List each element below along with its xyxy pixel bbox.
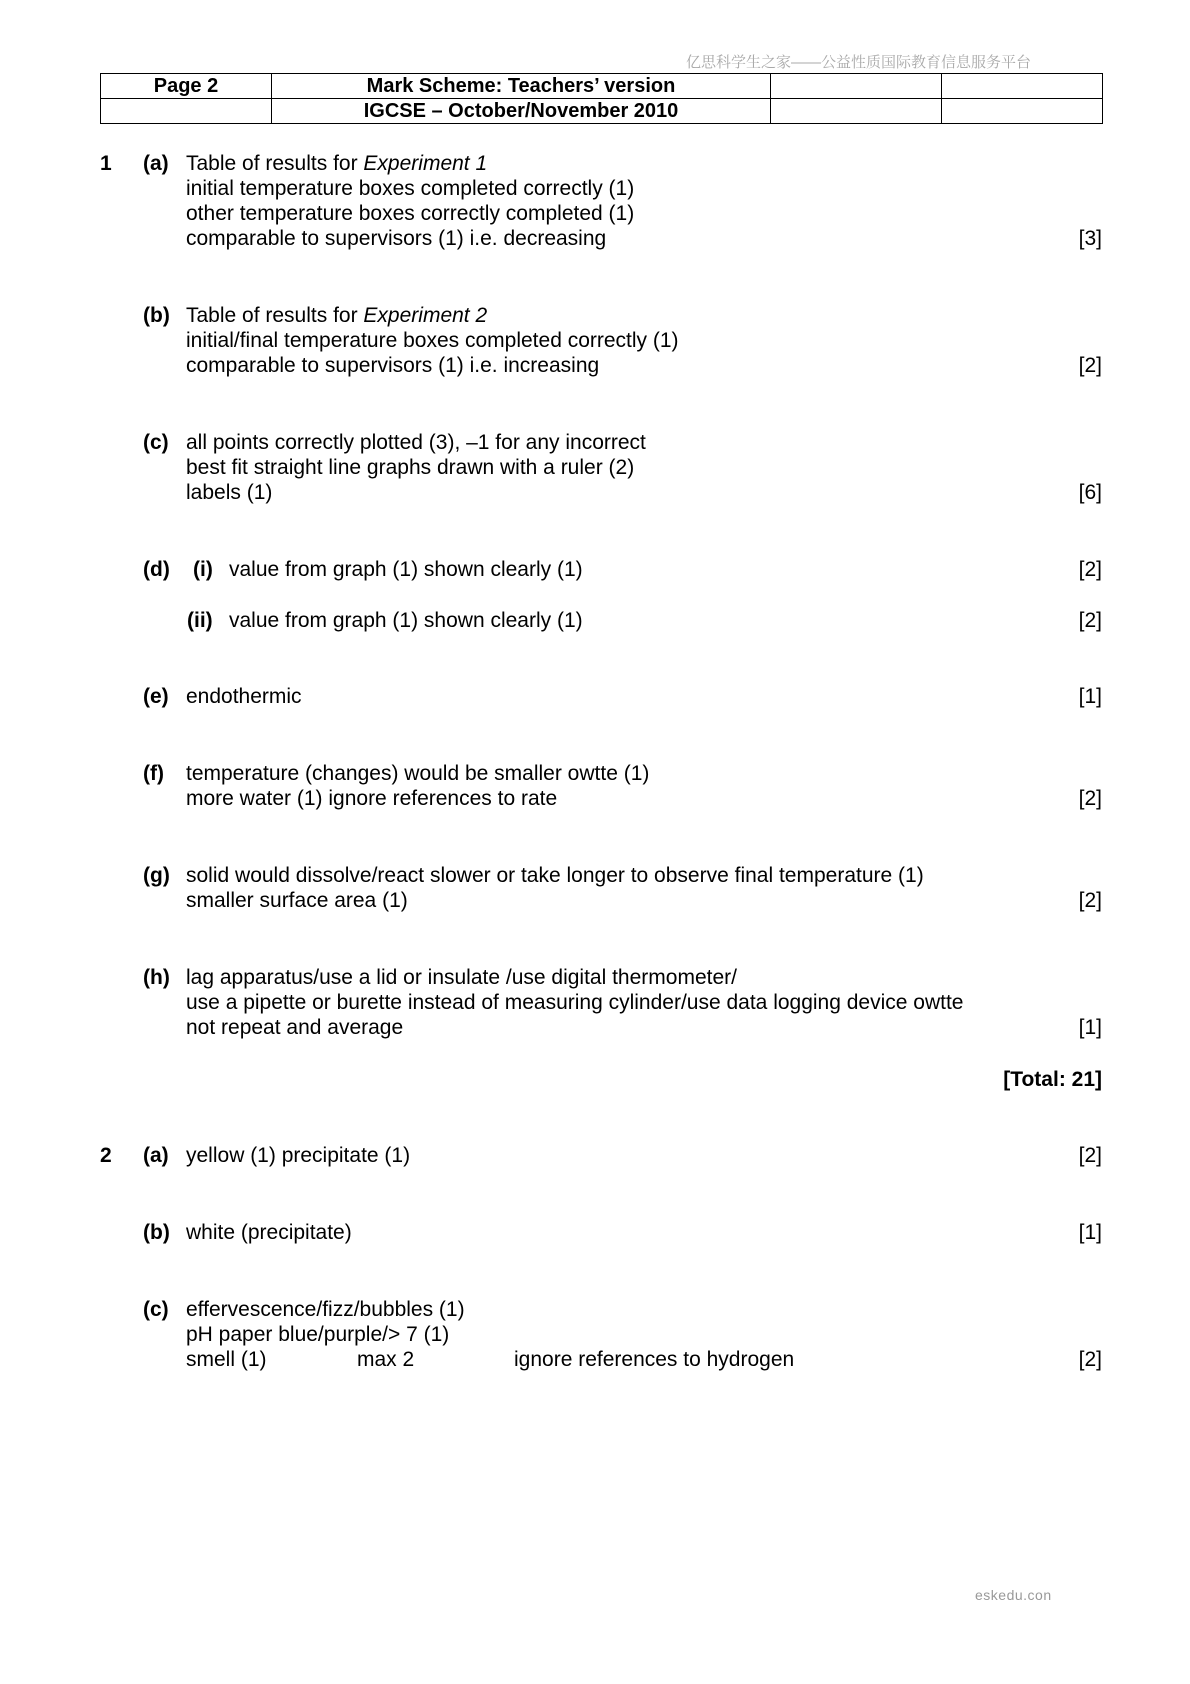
text-line: comparable to supervisors (1) i.e. increasing [186, 354, 600, 377]
text-line: pH paper blue/purple/> 7 (1) [186, 1323, 450, 1346]
mark-allocation: [2] [1078, 609, 1102, 632]
part-label: (g) [143, 864, 170, 887]
part-body: yellow (1) precipitate (1) [186, 1144, 411, 1167]
part-label: (d) [143, 558, 170, 581]
question-number: 2 [100, 1144, 112, 1167]
part-body [186, 303, 679, 378]
text-line: initial temperature boxes completed correctly (1) [186, 177, 635, 200]
text-line: solid would dissolve/react slower or take longer to observe final temperature (1) [186, 864, 924, 887]
header-empty-cell [942, 99, 1103, 124]
text-fragment: smell (1) [186, 1348, 267, 1371]
mark-allocation: [1] [1078, 1016, 1102, 1039]
text-line: smaller surface area (1) [186, 889, 408, 912]
part-label: (b) [143, 1221, 170, 1244]
part-body [186, 761, 649, 811]
mark-allocation: [1] [1078, 685, 1102, 708]
part-body: endothermic [186, 685, 302, 708]
header-subtitle: IGCSE – October/November 2010 [272, 99, 771, 124]
text-line: comparable to supervisors (1) i.e. decreasing [186, 227, 607, 250]
part-label: (b) [143, 304, 170, 327]
text-line: lag apparatus/use a lid or insulate /use digital thermometer/ [186, 966, 737, 989]
part-label: (e) [143, 685, 169, 708]
mark-allocation: [2] [1078, 354, 1102, 377]
mark-allocation: [3] [1078, 227, 1102, 250]
watermark-bottom: eskedu.con [975, 1587, 1052, 1603]
watermark-top: 亿思科学生之家——公益性质国际教育信息服务平台 [686, 54, 1032, 71]
subpart-label: (i) [193, 558, 213, 581]
text-fragment: ignore references to hydrogen [514, 1348, 795, 1371]
part-body [186, 430, 646, 505]
text-line: use a pipette or burette instead of measuring cylinder/use data logging device owtte [186, 991, 964, 1014]
part-label: (c) [143, 1298, 169, 1321]
italic-text: Experiment 2 [363, 304, 488, 327]
text-line: effervescence/fizz/bubbles (1) [186, 1298, 465, 1321]
text-line: not repeat and average [186, 1016, 404, 1039]
mark-allocation: [2] [1078, 889, 1102, 912]
text-line [186, 1347, 795, 1372]
text-line: initial/final temperature boxes completed correctly (1) [186, 329, 679, 352]
header-empty-cell [101, 99, 272, 124]
mark-allocation: [2] [1078, 1348, 1102, 1371]
part-label: (a) [143, 1144, 169, 1167]
text-line: all points correctly plotted (3), –1 for any incorrect [186, 431, 646, 454]
part-label: (h) [143, 966, 170, 989]
part-body [186, 1297, 795, 1372]
mark-allocation: [2] [1078, 1144, 1102, 1167]
part-body [186, 965, 963, 1040]
part-label: (c) [143, 431, 169, 454]
question-number: 1 [100, 152, 112, 175]
text-line: other temperature boxes correctly completed (1) [186, 202, 635, 225]
part-label: (f) [143, 762, 164, 785]
italic-text: Experiment 1 [363, 152, 488, 175]
part-body: white (precipitate) [186, 1221, 352, 1244]
mark-allocation: [6] [1078, 481, 1102, 504]
mark-allocation: [2] [1078, 787, 1102, 810]
text-line: Table of results for Experiment 1 [186, 152, 488, 175]
header-table [100, 73, 1103, 124]
header-empty-cell [771, 99, 942, 124]
text-line: more water (1) ignore references to rate [186, 787, 558, 810]
question-total: [Total: 21] [1003, 1068, 1102, 1091]
header-empty-cell [771, 74, 942, 99]
header-empty-cell [942, 74, 1103, 99]
text-line: labels (1) [186, 481, 273, 504]
header-page: Page 2 [101, 74, 272, 99]
text-line: temperature (changes) would be smaller owtte (1) [186, 762, 650, 785]
mark-allocation: [1] [1078, 1221, 1102, 1244]
mark-allocation: [2] [1078, 558, 1102, 581]
part-body [186, 863, 924, 913]
header-title: Mark Scheme: Teachers’ version [272, 74, 771, 99]
text-line: Table of results for Experiment 2 [186, 304, 488, 327]
subpart-body: value from graph (1) shown clearly (1) [229, 609, 583, 632]
subpart-body: value from graph (1) shown clearly (1) [229, 558, 583, 581]
text-fragment: max 2 [357, 1348, 415, 1371]
text-line: best fit straight line graphs drawn with a ruler (2) [186, 456, 635, 479]
subpart-label: (ii) [187, 609, 213, 632]
part-body [186, 151, 634, 251]
part-label: (a) [143, 152, 169, 175]
